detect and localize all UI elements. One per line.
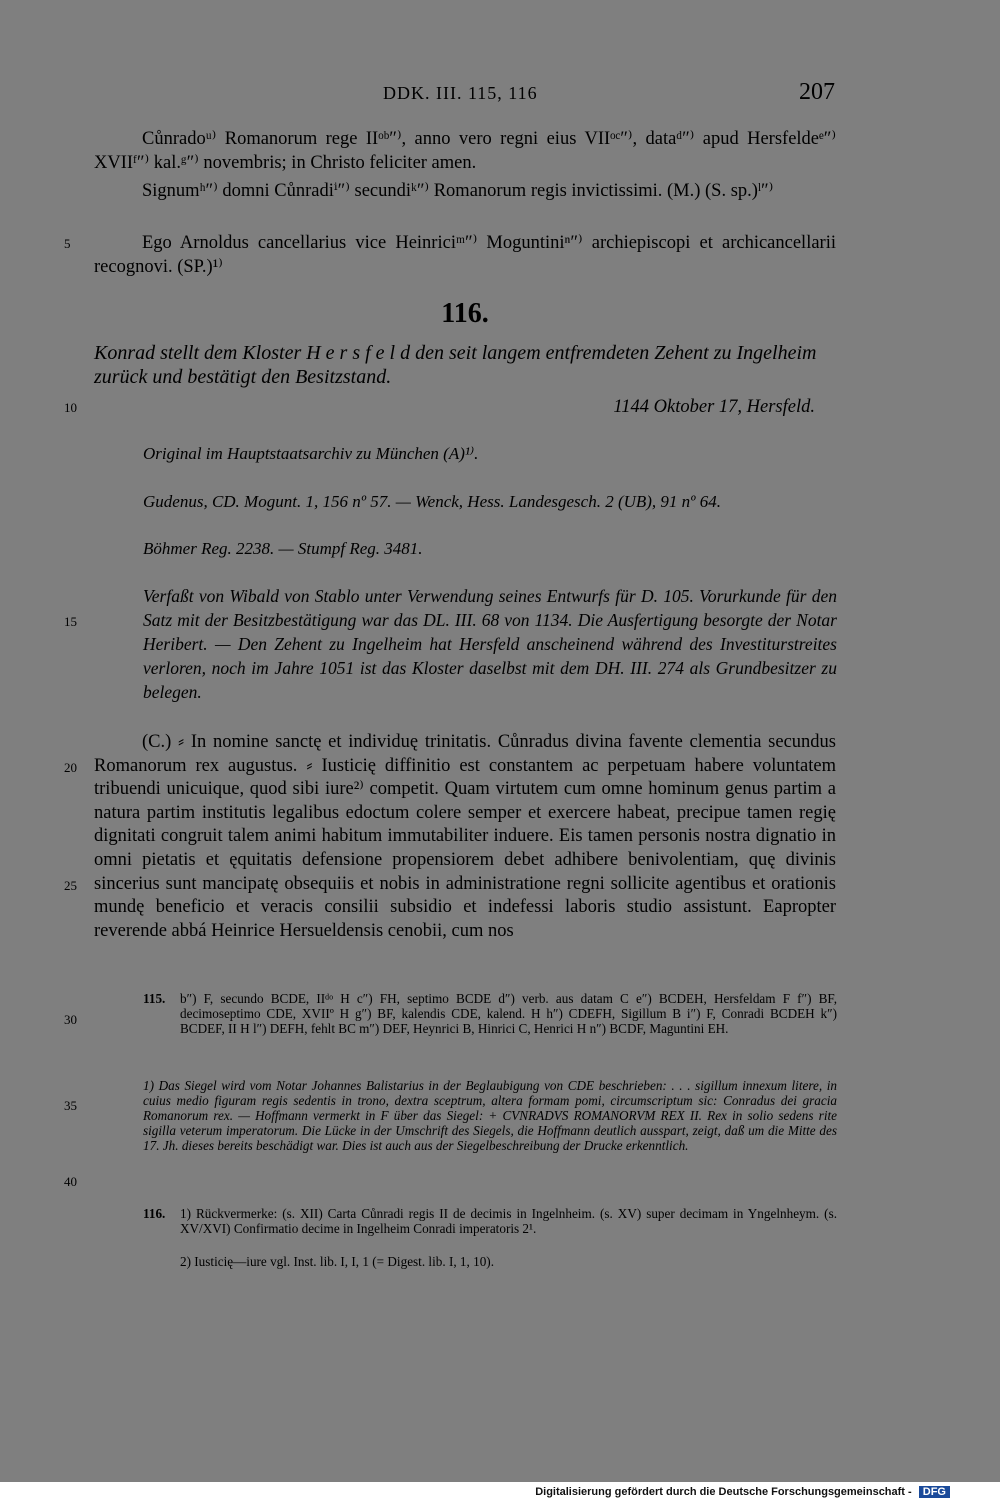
variant-apparatus: b″) F, secundo BCDE, IIᵈᵒ H c″) FH, septimo BCDE d″) verb. aus datam C e″) BCDEH, Hersfeldam F f″) BF, decimoseptimo CDE, XVIIº H g″) BF, kalendis CDE, kalend. H h″) CDEFH, Sigillum B i″) F, Conradi BCDEH k″) BCDEF, II H l″) DEFH, fehlt BC m″) DEF, Heynrici B, Hinrici C, Henrici H n″) BCDF, Maguntini EH.: [180, 991, 837, 1036]
line-number: 20: [64, 760, 77, 775]
line-number: 25: [64, 878, 77, 893]
signum-line: Signumʰ″⁾ domni Cůnradiⁱ″⁾ secundiᵏ″⁾ Romanorum regis invictissimi. (M.) (S. sp.)ˡ″⁾: [142, 181, 774, 201]
page-number: 207: [799, 79, 835, 105]
footer-credit: [535, 1486, 950, 1498]
charter-text: (C.) ⸗ In nomine sanctę et individuę trinitatis. Cůnradus divina favente clementia secundus Romanorum rex augustus. ⸗ Iusticię diffinitio est constantem ac perpetuam habere voluntatem tribuendi unicuique, quod sibi iure²⁾ competit. Quam virtutem cum omne hominum genus partim a natura partim institutis legalibus edoctum colere semper et exercere habeat, precipue tamen regię dignitati congruit talem animi habitum immutabiliter induere. Eis tamen personis nostra dignatio in omni pietatis et ęquitatis defensione propensiorem debet adhibere benivolentiam, quę divinis sincerius sunt mancipatę obsequiis et nobis in administratione regni sollicite agentibus et orationis mundę beneficio et veracis consilii subsidio et indefessi laboris studio assistunt. Eapropter reverende abbá Heinrice Hersueldensis cenobii, cum nos: [94, 732, 836, 941]
footnote-seal: 1) Das Siegel wird vom Notar Johannes Balistarius in der Beglaubigung von CDE beschrieben: . . . sigillum innexum litere, in cuius medio figuram regis sedentis in trono, dextra sceptrum, altera formam pomi, circumscriptum sic: Conradus dei gracia Romanorum rex. — Hoffmann vermerkt in F über das Siegel: + CVNRADVS ROMANORVM REX II. Rex in solio sedens rite sigilla veterum imperatorum. Die Lücke in der Umschrift des Siegels, die Hoffmann deutlich ausspart, zeigt, daß um die Mitte des 17. Jh. dieses bereits beschädigt war. Dies ist auch aus der Siegelbeschreibung der Drucke erkenntlich.: [143, 1078, 837, 1153]
dfg-logo: DFG: [919, 1486, 950, 1498]
regest: Konrad stellt dem Kloster H e r s f e l d den seit langem entfremdeten Zehent zu Ingelheim zurück und bestätigt den Besitzstand.: [94, 342, 817, 388]
source-regesta: Böhmer Reg. 2238. — Stumpf Reg. 3481.: [143, 539, 423, 558]
source-original: Original im Hauptstaatsarchiv zu München (A)¹⁾.: [143, 444, 479, 463]
footnote-endorsements: 1) Rückvermerke: (s. XII) Carta Cůnradi regis II de decimis in Ingelnheim. (s. XV) super decimam in Yngelnheym. (s. XV/XVI) Confirmatio decime in Ingelheim Conradi imperatoris 2¹.: [180, 1206, 837, 1236]
line-number: 30: [64, 1012, 77, 1027]
document-number: 116.: [441, 298, 489, 329]
recognition-line: Ego Arnoldus cancellarius vice Heinriciᵐ″⁾ Moguntiniⁿ″⁾ archiepiscopi et archicancellarii recognovi. (SP.)¹⁾: [94, 233, 836, 277]
preliminary-remark: Verfaßt von Wibald von Stablo unter Verwendung seines Entwurfs für D. 105. Vorurkunde für den Satz mit der Besitzbestätigung war das DL. III. 68 von 1134. Die Ausfertigung besorgte der Notar Heribert. — Den Zehent zu Ingelheim hat Hersfeld anscheinend während des Investiturstreites verloren, noch im Jahre 1051 ist das Kloster daselbst mit dem DH. III. 274 als Grundbesitzer zu belegen.: [143, 586, 837, 702]
footnote-citation: 2) Iusticię—iure vgl. Inst. lib. I, I, 1 (= Digest. lib. I, 1, 10).: [180, 1254, 494, 1269]
line-number: 5: [64, 236, 71, 251]
document-date: 1144 Oktober 17, Hersfeld.: [613, 397, 815, 417]
line-number: 35: [64, 1098, 77, 1113]
eschatocol-dating: Cůnradoᵘ⁾ Romanorum rege IIᵒᵇ″⁾, anno vero regni eius VIIᵒᶜ″⁾, dataᵈ″⁾ apud Hersfeldeᵉ″⁾ XVIIᶠ″⁾ kal.ᵍ″⁾ novembris; in Christo feliciter amen.: [94, 129, 836, 173]
running-title: DDK. III. 115, 116: [383, 83, 538, 103]
source-prints: Gudenus, CD. Mogunt. 1, 156 nº 57. — Wenck, Hess. Landesgesch. 2 (UB), 91 nº 64.: [143, 492, 721, 511]
footnote-label: 115.: [143, 991, 166, 1006]
line-number: 10: [64, 400, 77, 415]
footer-credit-text: Digitalisierung gefördert durch die Deutsche Forschungsgemeinschaft -: [535, 1486, 912, 1498]
footnote-label: 116.: [143, 1206, 166, 1221]
line-number: 15: [64, 614, 77, 629]
line-number: 40: [64, 1174, 77, 1189]
